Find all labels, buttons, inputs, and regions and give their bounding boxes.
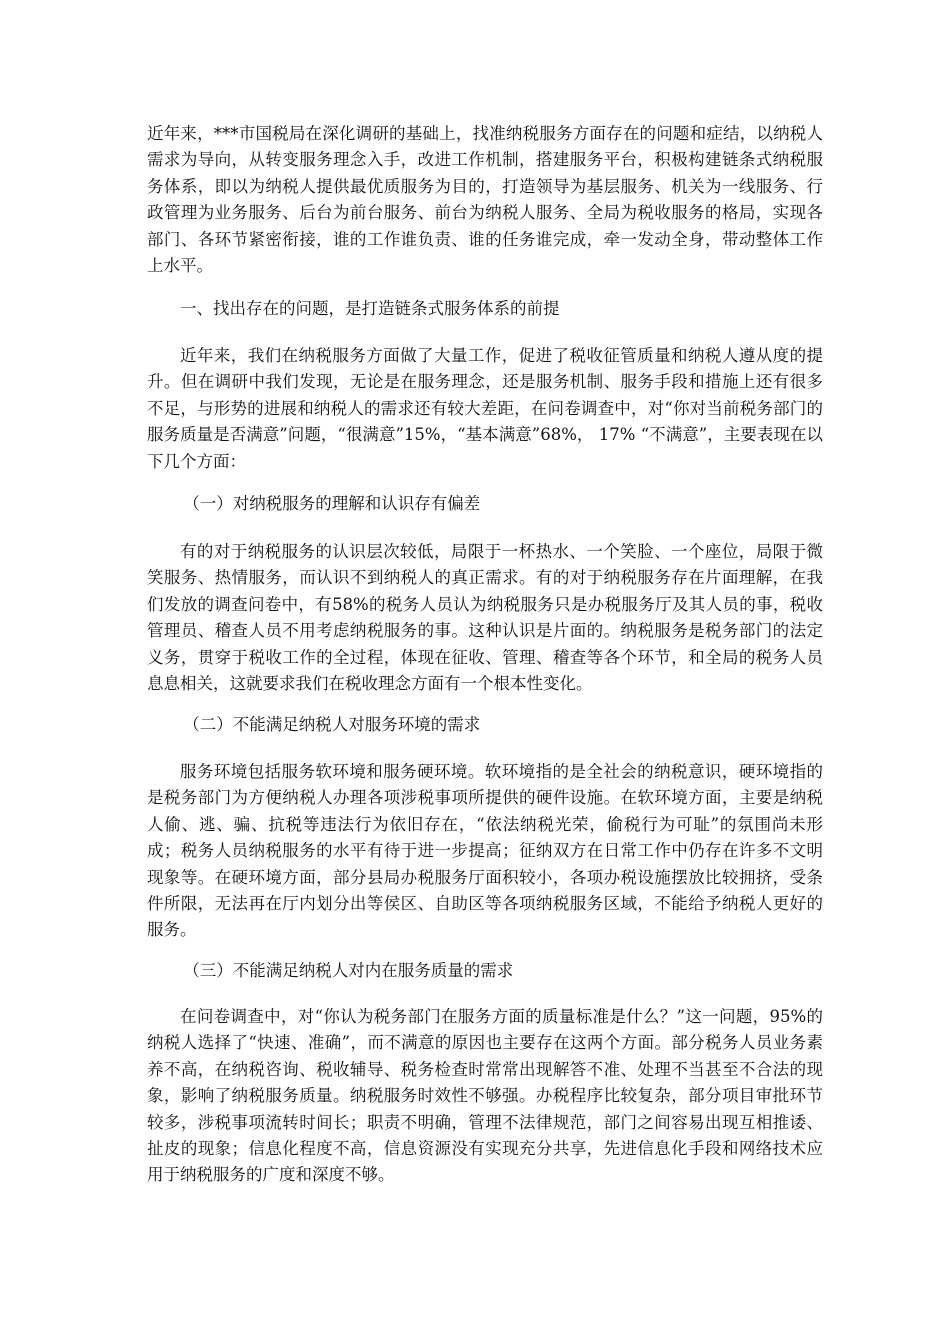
section-1-paragraph-block <box>147 343 823 475</box>
subsection-3-paragraph: 在问卷调查中，对“你认为税务部门在服务方面的质量标准是什么？”这一问题，95%的纳税人选择了“快速、准确”，而不满意的原因也主要存在这两个方面。部分税务人员业务素养不高，在纳税咨询、税收辅导、税务检查时常常出现解答不准、处理不当甚至不合法的现象，影响了纳税服务质量。纳税服务时效性不够强。办税程序比较复杂，部分项目审批环节较多，涉税事项流转时间长；职责不明确，管理不法律规范，部门之间容易出现互相推诿、扯皮的现象；信息化程度不高，信息资源没有实现充分共享，先进信息化手段和网络技术应用于纳税服务的广度和深度不够。 <box>147 1007 823 1185</box>
subsection-2-heading: （二）不能满足纳税人对服务环境的需求 <box>183 715 481 734</box>
subsection-3-heading: （三）不能满足纳税人对内在服务质量的需求 <box>183 961 514 980</box>
subsection-1-paragraph-block <box>147 539 823 697</box>
section-1-paragraph: 近年来，我们在纳税服务方面做了大量工作，促进了税收征管质量和纳税人遵从度的提升。但在调研中我们发现，无论是在服务理念，还是服务机制、服务手段和措施上还有很多不足，与形势的进展和纳税人的需求还有较大差距，在问卷调查中，对“你对当前税务部门的服务质量是否满意”问题，“很满意”15%，“基本满意”68%， 17% “不满意”，主要表现在以下几个方面： <box>147 346 823 471</box>
subsection-1-heading: （一）对纳税服务的理解和认识存有偏差 <box>183 494 481 513</box>
section-1-heading: 一、找出存在的问题，是打造链条式服务体系的前提 <box>180 299 560 318</box>
subsection-1-paragraph: 有的对于纳税服务的认识层次较低，局限于一杯热水、一个笑脸、一个座位，局限于微笑服务、热情服务，而认识不到纳税人的真正需求。有的对于纳税服务存在片面理解，在我们发放的调查问卷中，有58%的税务人员认为纳税服务只是办税服务厅及其人员的事，税收管理员、稽查人员不用考虑纳税服务的事。这种认识是片面的。纳税服务是税务部门的法定义务，贯穿于税收工作的全过程，体现在征收、管理、稽查等各个环节，和全局的税务人员息息相关，这就要求我们在税收理念方面有一个根本性变化。 <box>147 542 823 694</box>
intro-paragraph: 近年来，***市国税局在深化调研的基础上，找准纳税服务方面存在的问题和症结，以纳税人需求为导向，从转变服务理念入手，改进工作机制，搭建服务平台，积极构建链条式纳税服务体系，即以为纳税人提供最优质服务为目的，打造领导为基层服务、机关为一线服务、行政管理为业务服务、后台为前台服务、前台为纳税人服务、全局为税收服务的格局，实现各部门、各环节紧密衔接，谁的工作谁负责、谁的任务谁完成，牵一发动全身，带动整体工作上水平。 <box>147 124 823 276</box>
subsection-3-paragraph-block <box>147 1004 823 1189</box>
intro-paragraph-block <box>147 121 823 279</box>
subsection-2-paragraph: 服务环境包括服务软环境和服务硬环境。软环境指的是全社会的纳税意识，硬环境指的是税务部门为方便纳税人办理各项涉税事项所提供的硬件设施。在软环境方面，主要是纳税人偷、逃、骗、抗税等违法行为依旧存在，“依法纳税光荣，偷税行为可耻”的氛围尚未形成；税务人员纳税服务的水平有待于进一步提高；征纳双方在日常工作中仍存在许多不文明现象等。在硬环境方面，部分县局办税服务厅面积较小，各项办税设施摆放比较拥挤，受条件所限，无法再在厅内划分出等侯区、自助区等各项纳税服务区域，不能给予纳税人更好的服务。 <box>147 762 823 940</box>
subsection-2-paragraph-block <box>147 759 823 944</box>
